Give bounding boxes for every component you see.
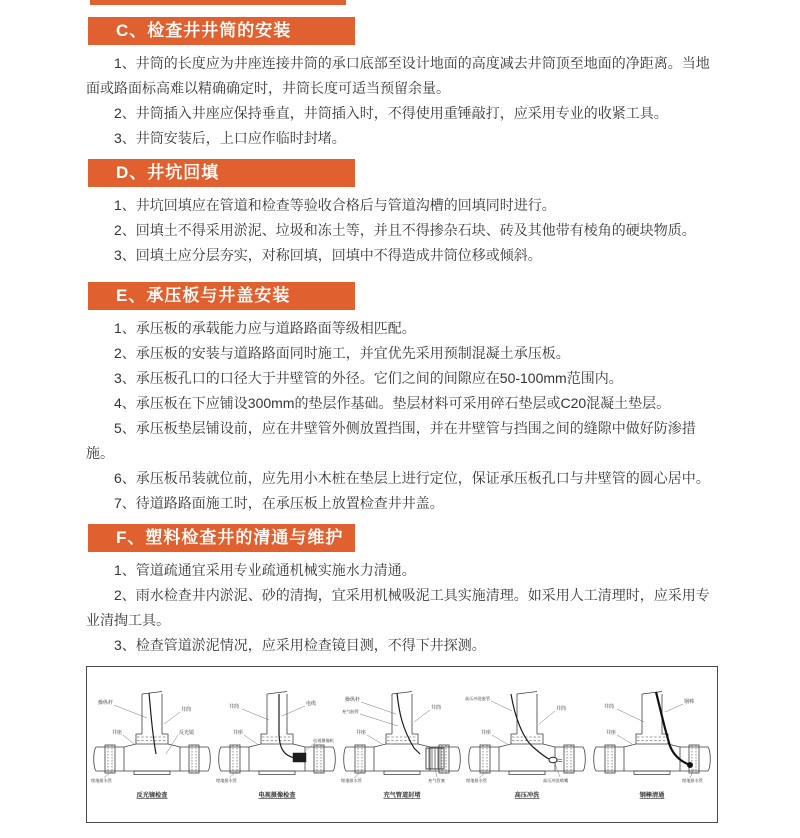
cut-off-header-bar bbox=[90, 0, 346, 5]
figure-label-pipe: 埋地排水管 bbox=[341, 777, 362, 783]
figure-label-rod: 操纵杆 bbox=[98, 699, 114, 706]
section-c-body bbox=[86, 51, 716, 151]
figure-label-pipe: 埋地排水管 bbox=[682, 777, 703, 783]
figure-label-seat: 井座 bbox=[606, 729, 617, 736]
figure-label-mirror: 反光镜 bbox=[179, 729, 195, 736]
section-f-body bbox=[86, 558, 716, 658]
section-header-f: F、塑料检查井的清通与维护 bbox=[88, 524, 355, 552]
figure-label-seat: 井座 bbox=[233, 729, 244, 736]
figure-label-pipe: 埋地排水管 bbox=[466, 777, 487, 783]
figure-caption: 高压冲洗 bbox=[514, 791, 540, 799]
figure-label-shaft: 井筒 bbox=[556, 705, 567, 712]
figure-label-rod: 操纵杆 bbox=[345, 696, 361, 703]
para: 2、回填土不得采用淤泥、垃圾和冻土等，并且不得掺杂石块、砖及其他带有棱角的硬块物质。 bbox=[114, 222, 696, 238]
figure-caption: 充气管道封堵 bbox=[383, 791, 421, 799]
figure-label-pipe: 埋地排水管 bbox=[216, 777, 237, 783]
figure-label-cable: 电缆 bbox=[306, 700, 317, 707]
para: 6、承压板吊装就位前，应先用小木桩在垫层上进行定位，保证承压板孔口与井壁管的圆心居中。 bbox=[114, 470, 710, 486]
figure-label-shaft: 井筒 bbox=[229, 703, 240, 710]
figure-label-camera: 电视摄像机 bbox=[313, 737, 334, 743]
figure-label-shaft: 井筒 bbox=[604, 703, 615, 710]
figure-caption: 反光镜检查 bbox=[136, 791, 168, 799]
figure-mirror-inspection bbox=[90, 684, 214, 806]
figure-label-shaft: 井筒 bbox=[181, 706, 192, 713]
para: 2、承压板的安装与道路路面同时施工，并宜优先采用预制混凝土承压板。 bbox=[114, 345, 570, 361]
figure-label-seat: 井座 bbox=[356, 729, 367, 736]
figure-steel-rod-clearing bbox=[590, 684, 714, 806]
para: 2、井筒插入井座应保持垂直，井筒插入时，不得使用重锤敲打，应采用专业的收紧工具。 bbox=[114, 105, 668, 121]
figure-inflatable-plugging bbox=[340, 684, 464, 806]
para: 7、待道路路面施工时，在承压板上放置检查井井盖。 bbox=[114, 495, 444, 511]
section-header-e: E、承压板与井盖安装 bbox=[88, 282, 355, 310]
section-header-d: D、井坑回填 bbox=[88, 159, 355, 187]
figure-high-pressure-flushing bbox=[465, 684, 589, 806]
figure-tv-camera-inspection bbox=[215, 684, 339, 806]
figure-caption: 钢棒清通 bbox=[639, 791, 665, 799]
figure-panel bbox=[86, 666, 718, 823]
para: 3、井筒安装后，上口应作临时封堵。 bbox=[114, 130, 346, 146]
figure-label-rod: 钢棒 bbox=[684, 698, 695, 705]
para: 3、回填土应分层夯实，对称回填，回填中不得造成井筒位移或倾斜。 bbox=[114, 247, 542, 263]
section-header-c: C、检查井井筒的安装 bbox=[88, 17, 355, 45]
nozzle-shape bbox=[549, 757, 557, 763]
figure-caption: 电视摄像检查 bbox=[258, 791, 296, 799]
mirror-rod-shape bbox=[149, 693, 156, 754]
para: 5、承压板垫层铺设前，应在井壁管外侧放置挡围，并在井壁管与挡围之间的缝隙中做好防渗措施。 bbox=[86, 420, 696, 461]
para: 4、承压板在下应铺设300mm的垫层作基础。垫层材料可采用碎石垫层或C20混凝土垫层。 bbox=[114, 395, 671, 411]
section-d-body bbox=[86, 193, 716, 268]
para: 3、承压板孔口的口径大于井壁管的外径。它们之间的间隙应在50-100mm范围内。 bbox=[114, 370, 623, 386]
para: 1、承压板的承载能力应与道路路面等级相匹配。 bbox=[114, 320, 416, 336]
para: 1、井筒的长度应为井座连接井筒的承口底部至设计地面的高度减去井筒顶至地面的净距离。当地面或路面标高难以精确确定时，井筒长度可适当预留余量。 bbox=[86, 55, 710, 96]
mirror-shape bbox=[148, 751, 166, 764]
figure-label-plug: 充气管塞 bbox=[428, 777, 445, 783]
figure-label-hose: 高压冲洗胶管 bbox=[465, 695, 491, 701]
para: 3、检查管道淤泥情况，应采用检查镜目测，不得下井探测。 bbox=[114, 637, 486, 653]
rod-coil-shape bbox=[688, 762, 693, 767]
figure-label-hose: 充气胶管 bbox=[342, 708, 359, 714]
figure-label-nozzle: 高压冲洗喷嘴 bbox=[543, 777, 569, 783]
camera-shape bbox=[293, 753, 306, 762]
figure-label-seat: 井座 bbox=[112, 729, 123, 736]
para: 2、雨水检查井内淤泥、砂的清掏，宜采用机械吸泥工具实施清理。如采用人工清理时，应采用专业清掏工具。 bbox=[86, 587, 710, 628]
figure-label-pipe: 埋地排水管 bbox=[91, 777, 112, 783]
para: 1、井坑回填应在管道和检查等验收合格后与管道沟槽的回填同时进行。 bbox=[114, 197, 556, 213]
figure-label-seat: 井座 bbox=[481, 729, 492, 736]
para: 1、管道疏通宜采用专业疏通机械实施水力清通。 bbox=[114, 562, 416, 578]
air-hose-shape bbox=[397, 693, 420, 754]
figure-label-shaft: 井筒 bbox=[431, 704, 442, 711]
section-e-body bbox=[86, 316, 716, 516]
